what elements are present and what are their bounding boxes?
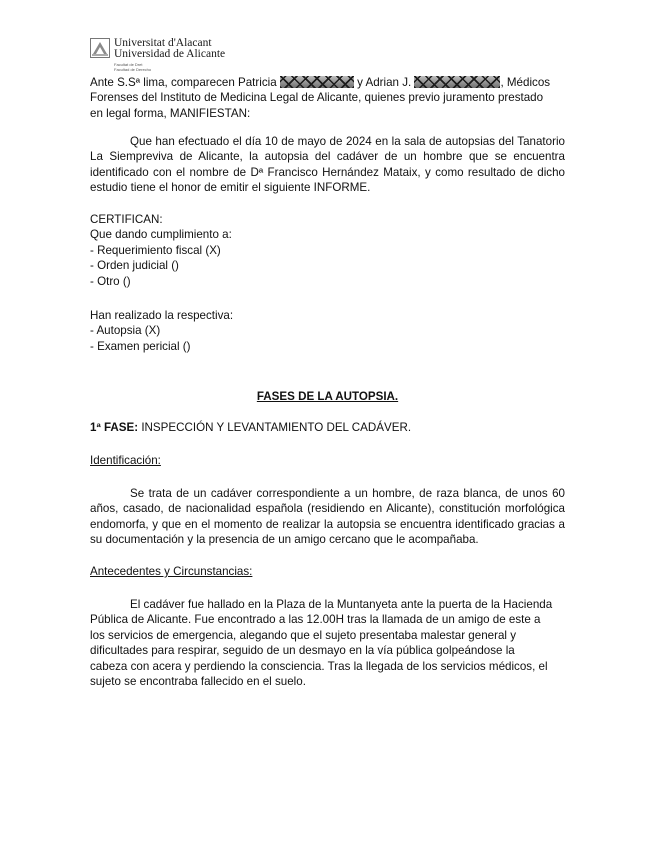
faculty-name-valencian: Facultat de Dret <box>114 62 143 67</box>
identificacion-heading: Identificación: <box>90 454 161 467</box>
certifican-section <box>90 212 560 289</box>
certifican-item: - Otro () <box>90 274 131 288</box>
university-name-spanish: Universidad de Alicante <box>114 48 226 60</box>
intro-paragraph <box>90 75 560 121</box>
faculty-name <box>114 62 151 72</box>
realizado-intro: Han realizado la respectiva: <box>90 309 234 322</box>
antecedentes-paragraph <box>90 597 570 689</box>
certifican-intro: Que dando cumplimiento a: <box>90 228 232 242</box>
intro-text-middle: y Adrian J. <box>353 76 415 89</box>
intro-text-end: , Médicos <box>500 76 551 89</box>
fase-1-heading <box>90 420 565 435</box>
antecedentes-line: El cadáver fue hallado en la Plaza de la Muntanyeta ante la puerta de la Hacienda <box>130 598 553 611</box>
university-name <box>114 38 225 60</box>
intro-line-2: Forenses del Instituto de Medicina Legal de Alicante, quienes previo juramento prestado <box>90 91 544 105</box>
university-name-valencian: Universitat d'Alacant <box>114 37 212 49</box>
fases-title: FASES DE LA AUTOPSIA. <box>256 390 399 403</box>
realizado-item: - Examen pericial () <box>90 339 191 353</box>
redacted-name-block <box>280 76 354 88</box>
certifican-item: - Requerimiento fiscal (X) <box>90 243 221 257</box>
fase-1-label: 1ª FASE: <box>90 421 139 434</box>
intro-text-start: Ante S.Sª lima, comparecen Patricia <box>90 76 280 89</box>
antecedentes-line: cabeza con acera y perdiendo la consciencia. Tras la llegada de los servicios médicos, el <box>90 659 548 673</box>
identificacion-paragraph: Se trata de un cadáver correspondiente a un hombre, de raza blanca, de unos 60 años, casado, de nacionalidad española (residiendo en Alicante), constitución morfológica endomorfa, y que en el momento de realizar la autopsia se encuentra identificado gracias a su documentación y la presencia de un amigo cercano que le acompañaba. <box>90 487 565 547</box>
redacted-name-block <box>414 76 500 88</box>
university-logo-icon <box>90 38 110 58</box>
report-intro-paragraph: Que han efectuado el día 10 de mayo de 2024 en la sala de autopsias del Tanatorio La Siempreviva de Alicante, la autopsia del cadáver de un hombre que se encuentra identificado con el nombre de Dª Francisco Hernández Mataix, y como resultado de dicho estudio tiene el honor de emitir el siguiente INFORME. <box>90 135 565 195</box>
intro-line-3: en legal forma, MANIFIESTAN: <box>90 106 251 120</box>
intro-line-1 <box>90 75 560 90</box>
antecedentes-line: los servicios de emergencia, alegando que el sujeto presentaba malestar general y <box>90 628 517 642</box>
antecedentes-line: Pública de Alicante. Fue encontrado a las 12.00H tras la llamada de un amigo de este a <box>90 613 541 627</box>
certifican-item: - Orden judicial () <box>90 259 179 273</box>
antecedentes-line: sujeto se encontraba fallecido en el suelo. <box>90 675 306 689</box>
faculty-name-spanish: Facultad de Derecho <box>114 67 152 72</box>
antecedentes-heading: Antecedentes y Circunstancias: <box>90 565 253 578</box>
certifican-heading: CERTIFICAN: <box>90 213 163 226</box>
fase-1-title: INSPECCIÓN Y LEVANTAMIENTO DEL CADÁVER. <box>138 421 412 434</box>
realizado-item: - Autopsia (X) <box>90 324 161 338</box>
antecedentes-line: dificultades para respirar, seguido de un desmayo en la vía pública golpeándose la <box>90 644 515 658</box>
realizado-section <box>90 308 560 354</box>
